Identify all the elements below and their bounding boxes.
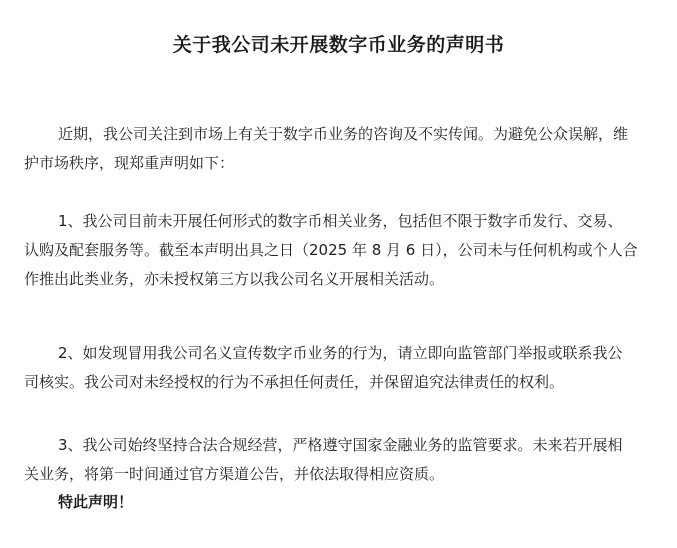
item-1-line-2: 认购及配套服务等。截至本声明出具之日（2025 年 8 月 6 日），公司未与任何机构或个人合 (24, 241, 638, 259)
item-1-line-1: 1、我公司目前未开展任何形式的数字币相关业务，包括但不限于数字币发行、交易、 (58, 212, 623, 230)
item-2-line-1: 2、如发现冒用我公司名义宣传数字币业务的行为，请立即向监管部门举报或联系我公 (58, 344, 623, 362)
item-3-line-1: 3、我公司始终坚持合法合规经营，严格遵守国家金融业务的监管要求。未来若开展相 (58, 436, 623, 454)
item-3-line-2: 关业务，将第一时间通过官方渠道公告，并依法取得相应资质。 (24, 465, 445, 483)
closing-statement: 特此声明！ (58, 493, 134, 511)
intro-line-1: 近期，我公司关注到市场上有关于数字币业务的咨询及不实传闻。为避免公众误解，维 (58, 125, 629, 143)
item-2-line-2: 司核实。我公司对未经授权的行为不承担任何责任，并保留追究法律责任的权利。 (24, 373, 565, 391)
intro-line-2: 护市场秩序，现郑重声明如下： (24, 154, 235, 172)
item-2-paragraph (24, 339, 662, 397)
intro-paragraph (24, 120, 662, 178)
document-title: 关于我公司未开展数字币业务的声明书 (172, 34, 505, 56)
item-1-paragraph (24, 207, 662, 294)
item-1-line-3: 作推出此类业务，亦未授权第三方以我公司名义开展相关活动。 (24, 270, 445, 288)
item-3-paragraph (24, 431, 662, 489)
